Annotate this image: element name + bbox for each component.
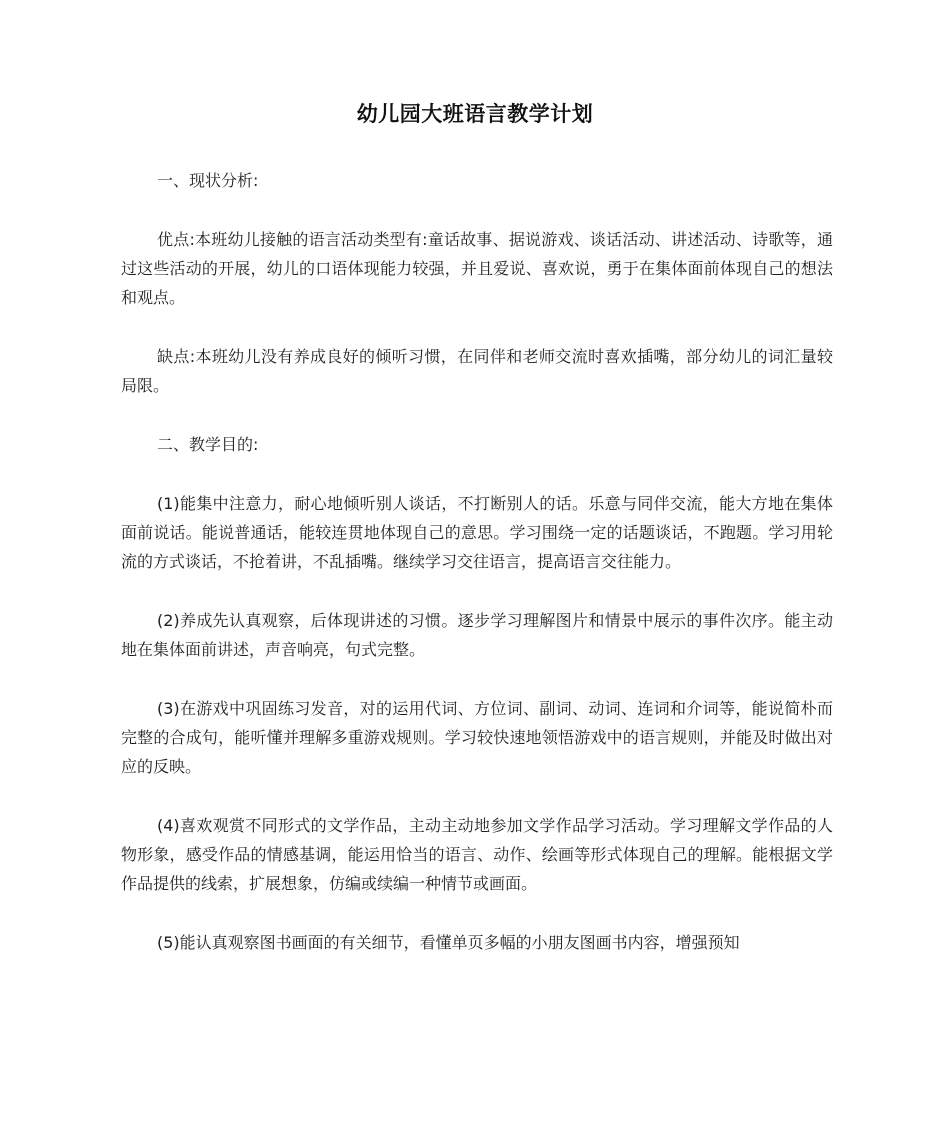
- paragraph-strengths: 优点:本班幼儿接触的语言活动类型有:童话故事、据说游戏、谈话活动、讲述活动、诗歌等，通过这些活动的开展，幼儿的口语体现能力较强，并且爱说、喜欢说，勇于在集体面前体现自己的想法和观点。: [121, 230, 833, 307]
- document-body: [121, 166, 833, 987]
- paragraph-goal-4: (4)喜欢观赏不同形式的文学作品，主动主动地参加文学作品学习活动。学习理解文学作品的人物形象，感受作品的情感基调，能运用恰当的语言、动作、绘画等形式体现自己的理解。能根据文学作品提供的线索，扩展想象，仿编或续编一种情节或画面。: [121, 816, 833, 893]
- section-heading-teaching-goals: 二、教学目的:: [157, 435, 259, 454]
- paragraph-goal-5: (5)能认真观察图书画面的有关细节，看懂单页多幅的小朋友图画书内容，增强预知: [157, 933, 740, 952]
- section-heading-status-analysis: 一、现状分析:: [157, 171, 259, 190]
- paragraph-goal-2: (2)养成先认真观察，后体现讲述的习惯。逐步学习理解图片和情景中展示的事件次序。能主动地在集体面前讲述，声音响亮，句式完整。: [121, 611, 833, 659]
- paragraph-weaknesses: 缺点:本班幼儿没有养成良好的倾听习惯，在同伴和老师交流时喜欢插嘴，部分幼儿的词汇量较局限。: [121, 347, 833, 395]
- paragraph-goal-1: (1)能集中注意力，耐心地倾听别人谈话，不打断别人的话。乐意与同伴交流，能大方地在集体面前说话。能说普通话，能较连贯地体现自己的意思。学习围绕一定的话题谈话，不跑题。学习用轮流的方式谈话，不抢着讲，不乱插嘴。继续学习交往语言，提高语言交往能力。: [121, 494, 833, 571]
- paragraph-goal-3: (3)在游戏中巩固练习发音，对的运用代词、方位词、副词、动词、连词和介词等，能说简朴而完整的合成句，能听懂并理解多重游戏规则。学习较快速地领悟游戏中的语言规则，并能及时做出对应的反映。: [121, 699, 833, 776]
- document-title: 幼儿园大班语言教学计划: [356, 102, 594, 126]
